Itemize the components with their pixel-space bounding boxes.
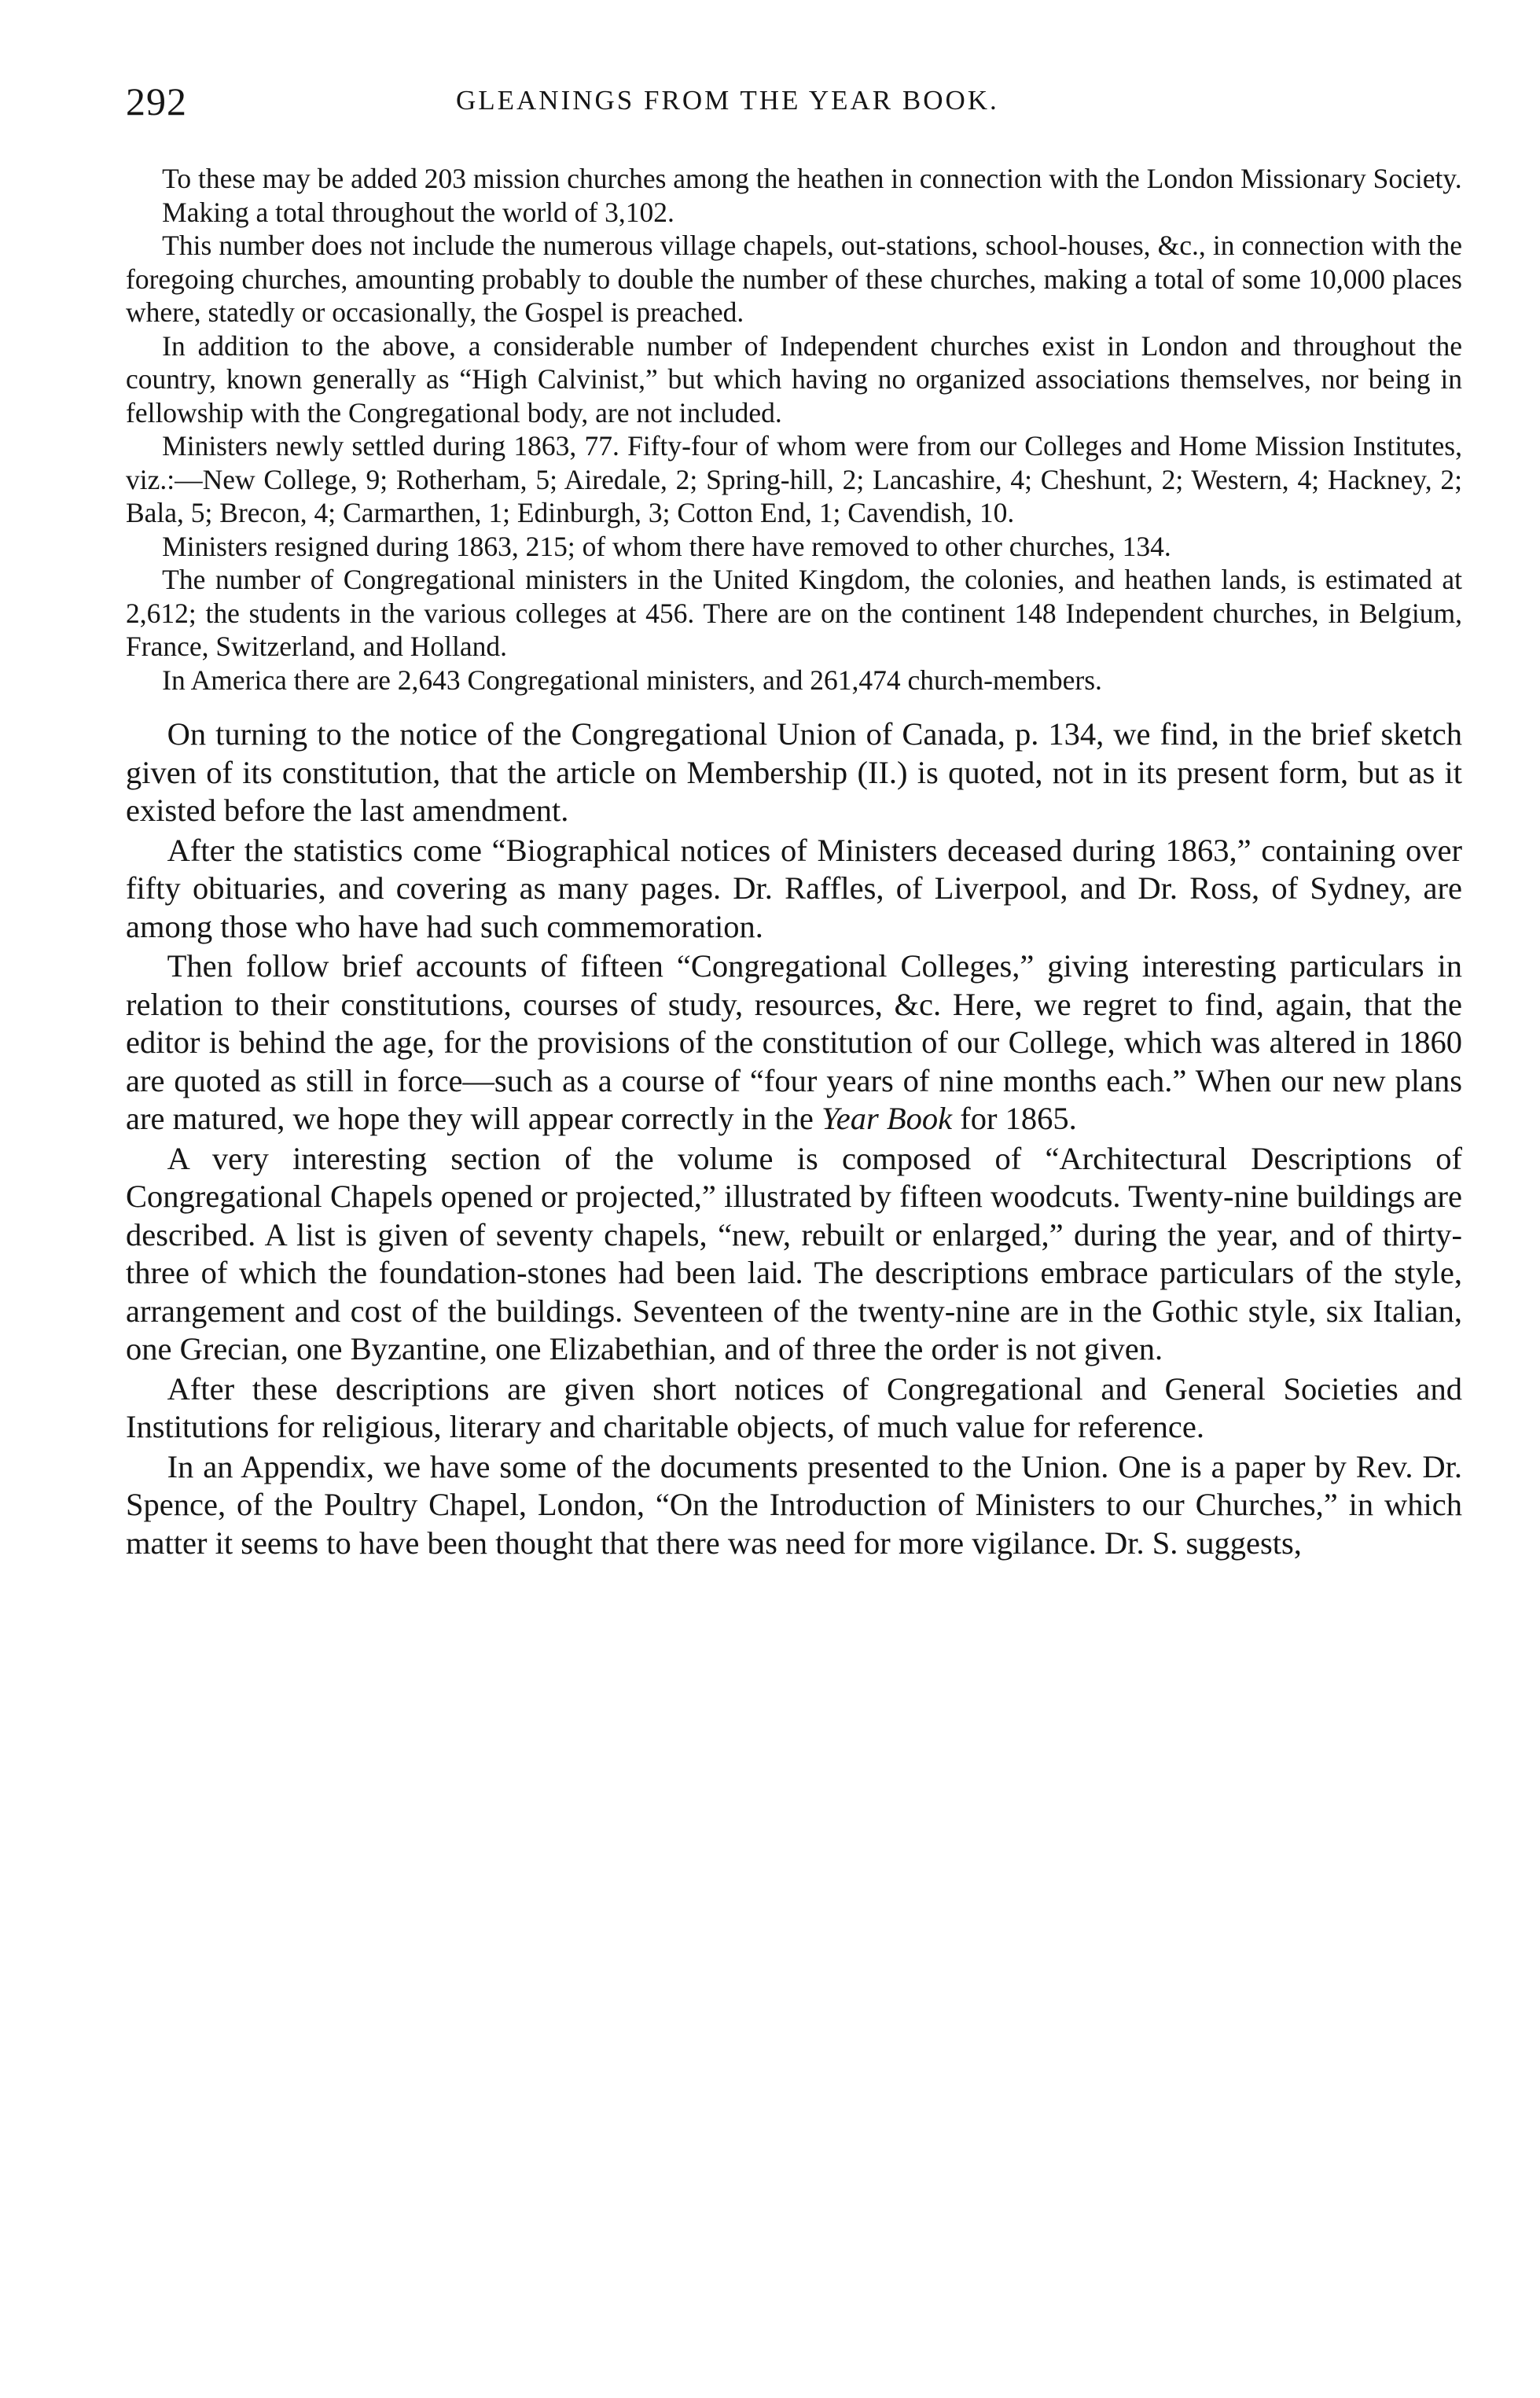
- body-paragraph: On turning to the notice of the Congregational Union of Canada, p. 134, we find, in the brief sketch given of its constitution, that the article on Membership (II.) is quoted, not in its present form, but as it existed before the last amendment.: [126, 716, 1462, 828]
- running-head: [126, 79, 1462, 134]
- body-paragraph: [126, 947, 1462, 1138]
- stat-paragraph: In addition to the above, a considerable number of Independent churches exist in London and throughout the country, known generally as “High Calvinist,” but which having no organized associations themselves, nor being in fellowship with the Congregational body, are not included.: [126, 329, 1462, 428]
- text-run: Then follow brief accounts of fifteen “Congregational Colleges,” giving interesting particulars in relation to their constitutions, courses of study, resources, &c. Here, we regret to find, again, that the editor is behind the age, for the provisions of the constitution of our College, which was altered in 1860 are quoted as still in force—such as a course of “four years of nine months each.” When our new plans are matured, we hope they will appear correctly in the: [126, 948, 1462, 1136]
- body-paragraph: After the statistics come “Biographical notices of Ministers deceased during 1863,” containing over fifty obituaries, and covering as many pages. Dr. Raffles, of Liverpool, and Dr. Ross, of Sydney, are among those who have had such commemoration.: [126, 832, 1462, 944]
- book-title-italic: Year Book: [821, 1101, 953, 1136]
- stat-paragraph: Making a total throughout the world of 3,102.: [162, 196, 674, 228]
- book-page: [126, 79, 1462, 1562]
- body-section: [126, 715, 1462, 1562]
- stat-paragraph: Ministers newly settled during 1863, 77. Fifty-four of whom were from our Colleges and Home Mission Institutes, viz.:—New College, 9; Rotherham, 5; Airedale, 2; Spring-hill, 2; Lancashire, 4; Cheshunt, 2; Western, 4; Hackney, 2; Bala, 5; Brecon, 4; Carmarthen, 1; Edinburgh, 3; Cotton End, 1; Cavendish, 10.: [126, 430, 1462, 528]
- text-run: for 1865.: [952, 1101, 1077, 1136]
- statistics-section: [126, 162, 1462, 697]
- body-paragraph: A very interesting section of the volume is composed of “Architectural Descriptions of Congregational Chapels opened or projected,” illustrated by fifteen woodcuts. Twenty-nine buildings are described. A list is given of seventy chapels, “new, rebuilt or enlarged,” during the year, and of thirty-three of which the foundation-stones had been laid. The descriptions embrace particulars of the style, arrangement and cost of the buildings. Seventeen of the twenty-nine are in the Gothic style, six Italian, one Grecian, one Byzantine, one Elizabethian, and of three the order is not given.: [126, 1140, 1462, 1366]
- page-number: 292: [126, 79, 187, 123]
- body-paragraph: After these descriptions are given short notices of Congregational and General Societies and Institutions for religious, literary and charitable objects, of much value for reference.: [126, 1370, 1462, 1444]
- stat-paragraph: Ministers resigned during 1863, 215; of whom there have removed to other churches, 134.: [162, 530, 1171, 562]
- stat-paragraph: The number of Congregational ministers in the United Kingdom, the colonies, and heathen lands, is estimated at 2,612; the students in the various colleges at 456. There are on the continent 148 Independent churches, in Belgium, France, Switzerland, and Holland.: [126, 564, 1462, 662]
- stat-paragraph: This number does not include the numerous village chapels, out-stations, school-houses, &c., in connection with the foregoing churches, amounting probably to double the number of these churches, making a total of some 10,000 places where, statedly or occasionally, the Gospel is preached.: [126, 230, 1462, 328]
- body-paragraph: In an Appendix, we have some of the documents presented to the Union. One is a paper by Rev. Dr. Spence, of the Poultry Chapel, London, “On the Introduction of Ministers to our Churches,” in which matter it seems to have been thought that there was need for more vigilance. Dr. S. suggests,: [126, 1448, 1462, 1561]
- stat-paragraph: In America there are 2,643 Congregational ministers, and 261,474 church-members.: [162, 664, 1102, 696]
- running-title: GLEANINGS FROM THE YEAR BOOK.: [456, 85, 999, 116]
- stat-paragraph: To these may be added 203 mission churches among the heathen in connection with the London Missionary Society.: [162, 163, 1462, 194]
